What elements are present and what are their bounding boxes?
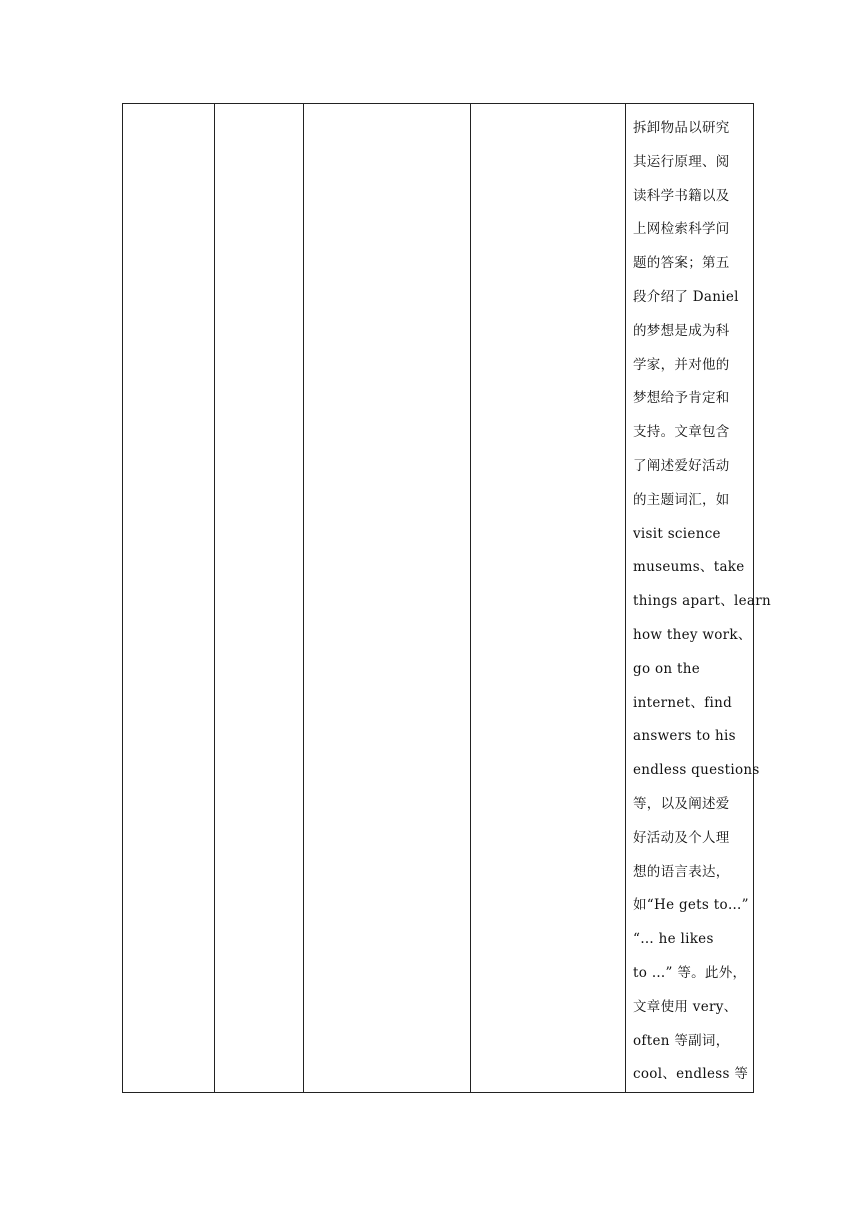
content-table	[122, 103, 772, 1093]
text-line: to …” 等。此外，	[633, 964, 747, 981]
text-line: 读科学书籍以及	[633, 187, 730, 204]
text-line: go on the	[633, 660, 700, 677]
table-cell-3	[304, 104, 471, 1093]
text-line: 文章使用 very、	[633, 998, 738, 1015]
text-line: 想的语言表达，	[633, 863, 730, 880]
text-line: 学家，并对他的	[633, 356, 730, 373]
text-line: 好活动及个人理	[633, 829, 730, 846]
cell-5-text	[626, 104, 772, 1092]
text-line: 等，以及阐述爱	[633, 795, 730, 812]
text-line: 了阐述爱好活动	[633, 457, 730, 474]
text-line: answers to his	[633, 728, 736, 745]
text-line: 梦想给予肯定和	[633, 390, 730, 407]
text-line: endless questions	[633, 762, 760, 779]
text-line: 支持。文章包含	[633, 424, 730, 441]
text-line: visit science	[633, 525, 721, 542]
text-line: 的梦想是成为科	[633, 322, 730, 339]
table-row	[123, 104, 754, 1093]
text-line: 题的答案；第五	[633, 255, 730, 272]
table-cell-5	[626, 104, 772, 1093]
text-line: how they work、	[633, 626, 752, 643]
table-cell-1	[123, 104, 215, 1093]
table-cell-2	[215, 104, 304, 1093]
text-line: cool、endless 等	[633, 1066, 749, 1083]
text-line: 上网检索科学问	[633, 221, 730, 238]
text-line: 的主题词汇，如	[633, 491, 730, 508]
text-line: 如“He gets to…”	[633, 897, 749, 914]
text-line: internet、find	[633, 694, 733, 711]
text-line: 段介绍了 Daniel	[633, 288, 739, 305]
text-line: 拆卸物品以研究	[633, 120, 730, 136]
text-line: 其运行原理、阅	[633, 153, 730, 170]
text-line: things apart、learn	[633, 593, 772, 610]
text-line: often 等副词，	[633, 1032, 730, 1049]
table-cell-4	[471, 104, 626, 1093]
text-line: “… he likes	[633, 931, 714, 948]
text-line: museums、take	[633, 559, 745, 576]
